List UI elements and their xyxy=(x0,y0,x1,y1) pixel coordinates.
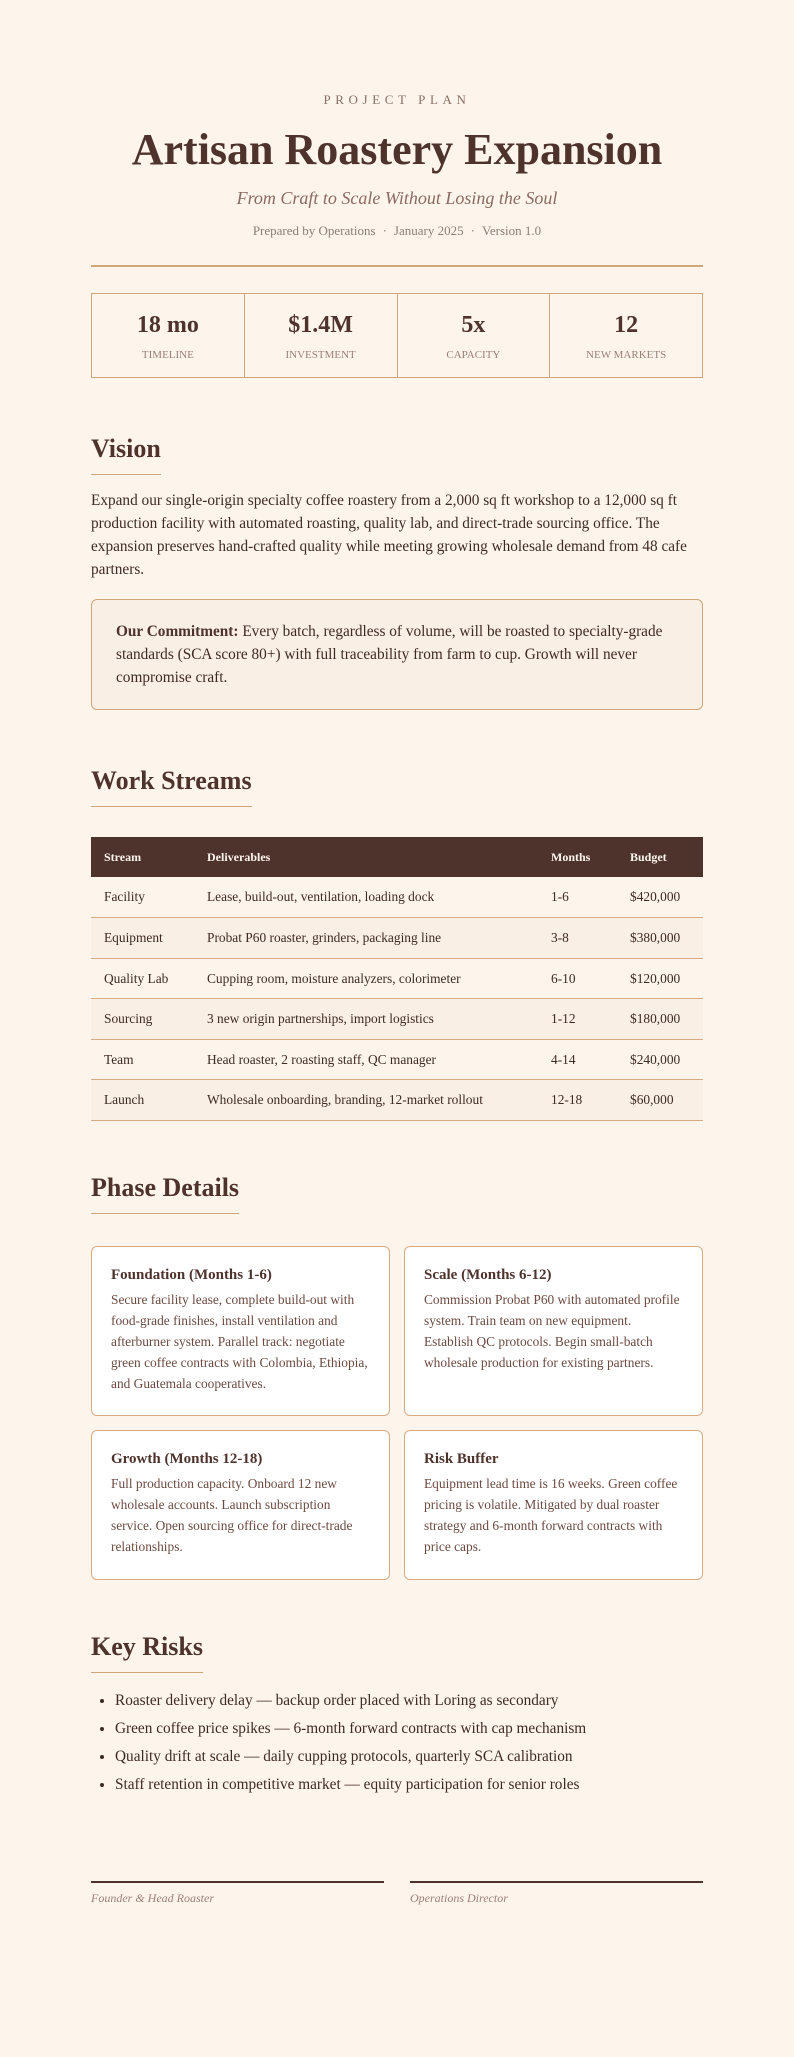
phase-card-risk-buffer xyxy=(404,1430,703,1580)
key-risks-section xyxy=(91,1632,703,1799)
meta-separator: · xyxy=(382,223,387,239)
vision-section xyxy=(91,434,703,710)
cell-stream: Equipment xyxy=(91,918,194,959)
document-header xyxy=(91,92,703,267)
cell-deliverables: Lease, build-out, ventilation, loading dock xyxy=(194,877,538,918)
cell-budget: $120,000 xyxy=(617,958,703,999)
signature-line xyxy=(410,1881,703,1883)
callout-text: Every batch, regardless of volume, will be roasted to specialty-grade standards (SCA score 80+) with full traceability from farm to cup. Growth will never compromise craft. xyxy=(116,623,663,687)
cell-months: 6-10 xyxy=(538,958,617,999)
cell-stream: Quality Lab xyxy=(91,958,194,999)
card-title: Risk Buffer xyxy=(424,1450,499,1467)
section-heading: Work Streams xyxy=(91,766,252,796)
signature-block xyxy=(91,1881,703,1906)
document-meta xyxy=(91,223,703,239)
card-title: Scale (Months 6-12) xyxy=(424,1266,552,1283)
vision-paragraph: Expand our single-origin specialty coffee roastery from a 2,000 sq ft workshop to a 12,000 sq ft production facility with automated roasting, quality lab, and direct-trade sourcing office. The expansion preserves hand-crafted quality while meeting growing wholesale demand from 48 cafe partners. xyxy=(91,492,687,579)
meta-date: January 2025 xyxy=(393,223,464,239)
table-row xyxy=(91,958,703,999)
page-subtitle: From Craft to Scale Without Losing the Soul xyxy=(236,188,558,209)
signature-label: Founder & Head Roaster xyxy=(91,1890,214,1905)
cell-budget: $240,000 xyxy=(617,1039,703,1080)
column-header-deliverables: Deliverables xyxy=(207,849,271,864)
table-row xyxy=(91,1039,703,1080)
section-underline xyxy=(91,1672,203,1673)
stat-label: TIMELINE xyxy=(141,349,194,362)
cell-stream: Facility xyxy=(91,877,194,918)
stat-value: $1.4M xyxy=(288,312,353,339)
section-heading: Key Risks xyxy=(91,1631,203,1661)
phase-card-growth xyxy=(91,1430,390,1580)
meta-prepared-by: Prepared by Operations xyxy=(252,223,376,239)
card-title: Growth (Months 12-18) xyxy=(111,1450,263,1467)
signature-label: Operations Director xyxy=(410,1890,508,1905)
meta-separator: · xyxy=(470,223,475,239)
card-body: Secure facility lease, complete build-out with food-grade finishes, install ventilation and afterburner system. Parallel track: negotiate green coffee contracts with Colombia, Ethiopia, and Guatemala cooperatives. xyxy=(111,1291,368,1391)
work-streams-table xyxy=(91,837,703,1121)
card-body: Equipment lead time is 16 weeks. Green coffee pricing is volatile. Mitigated by dual roaster strategy and 6-month forward contracts with price caps. xyxy=(424,1475,678,1554)
risk-list xyxy=(91,1687,703,1799)
meta-version: Version 1.0 xyxy=(481,223,542,239)
eyebrow-label: PROJECT PLAN xyxy=(323,92,471,107)
stat-new-markets xyxy=(550,294,702,377)
work-streams-section xyxy=(91,766,703,1121)
cell-deliverables: Wholesale onboarding, branding, 12-market rollout xyxy=(194,1080,538,1121)
cell-deliverables: Head roaster, 2 roasting staff, QC manager xyxy=(194,1039,538,1080)
table-row xyxy=(91,1080,703,1121)
list-item: • Green coffee price spikes — 6-month forward contracts with cap mechanism xyxy=(115,1715,703,1743)
cell-deliverables: 3 new origin partnerships, import logistics xyxy=(194,999,538,1040)
table-header-row xyxy=(91,837,703,877)
page-title: Artisan Roastery Expansion xyxy=(131,125,663,174)
phase-cards-grid xyxy=(91,1246,703,1580)
stat-label: NEW MARKETS xyxy=(586,349,667,362)
list-item: • Staff retention in competitive market — equity participation for senior roles xyxy=(115,1771,703,1799)
column-header-budget: Budget xyxy=(630,849,667,864)
section-header xyxy=(91,1632,203,1673)
cell-months: 12-18 xyxy=(538,1080,617,1121)
cell-budget: $60,000 xyxy=(617,1080,703,1121)
column-header-months: Months xyxy=(551,849,591,864)
stat-label: CAPACITY xyxy=(446,349,501,362)
table-row xyxy=(91,918,703,959)
cell-months: 4-14 xyxy=(538,1039,617,1080)
section-heading: Phase Details xyxy=(91,1172,240,1202)
signature-line xyxy=(91,1881,384,1883)
stat-timeline xyxy=(92,294,245,377)
list-item: • Roaster delivery delay — backup order placed with Loring as secondary xyxy=(115,1687,703,1715)
section-heading: Vision xyxy=(91,434,161,464)
stat-label: INVESTMENT xyxy=(285,349,356,362)
section-header xyxy=(91,434,161,475)
phase-card-foundation xyxy=(91,1246,390,1416)
callout-label: Our Commitment: xyxy=(116,623,239,641)
list-item: • Quality drift at scale — daily cupping protocols, quarterly SCA calibration xyxy=(115,1743,703,1771)
commitment-callout xyxy=(91,599,703,710)
table-row xyxy=(91,877,703,918)
signature-operations xyxy=(410,1881,703,1906)
stats-bar xyxy=(91,293,703,378)
stat-investment xyxy=(245,294,398,377)
header-divider xyxy=(91,265,703,267)
stat-value: 18 mo xyxy=(136,312,199,339)
cell-stream: Team xyxy=(91,1039,194,1080)
cell-stream: Launch xyxy=(91,1080,194,1121)
column-header-stream: Stream xyxy=(104,849,142,864)
cell-stream: Sourcing xyxy=(91,999,194,1040)
cell-months: 1-12 xyxy=(538,999,617,1040)
section-header xyxy=(91,766,252,807)
cell-deliverables: Probat P60 roaster, grinders, packaging line xyxy=(194,918,538,959)
section-underline xyxy=(91,474,161,475)
card-body: Commission Probat P60 with automated profile system. Train team on new equipment. Establish QC protocols. Begin small-batch wholesale production for existing partners. xyxy=(424,1291,680,1370)
stat-value: 5x xyxy=(461,312,486,339)
phase-details-section xyxy=(91,1173,703,1580)
section-underline xyxy=(91,806,252,807)
signature-founder xyxy=(91,1881,384,1906)
cell-budget: $420,000 xyxy=(617,877,703,918)
cell-months: 1-6 xyxy=(538,877,617,918)
section-header xyxy=(91,1173,239,1214)
section-underline xyxy=(91,1213,239,1214)
stat-value: 12 xyxy=(614,312,639,339)
card-title: Foundation (Months 1-6) xyxy=(111,1266,272,1283)
table-row xyxy=(91,999,703,1040)
cell-budget: $180,000 xyxy=(617,999,703,1040)
phase-card-scale xyxy=(404,1246,703,1416)
stat-capacity xyxy=(398,294,551,377)
cell-deliverables: Cupping room, moisture analyzers, colorimeter xyxy=(194,958,538,999)
cell-budget: $380,000 xyxy=(617,918,703,959)
cell-months: 3-8 xyxy=(538,918,617,959)
card-body: Full production capacity. Onboard 12 new wholesale accounts. Launch subscription service. Open sourcing office for direct-trade relationships. xyxy=(111,1475,353,1554)
document-page xyxy=(0,92,794,1906)
